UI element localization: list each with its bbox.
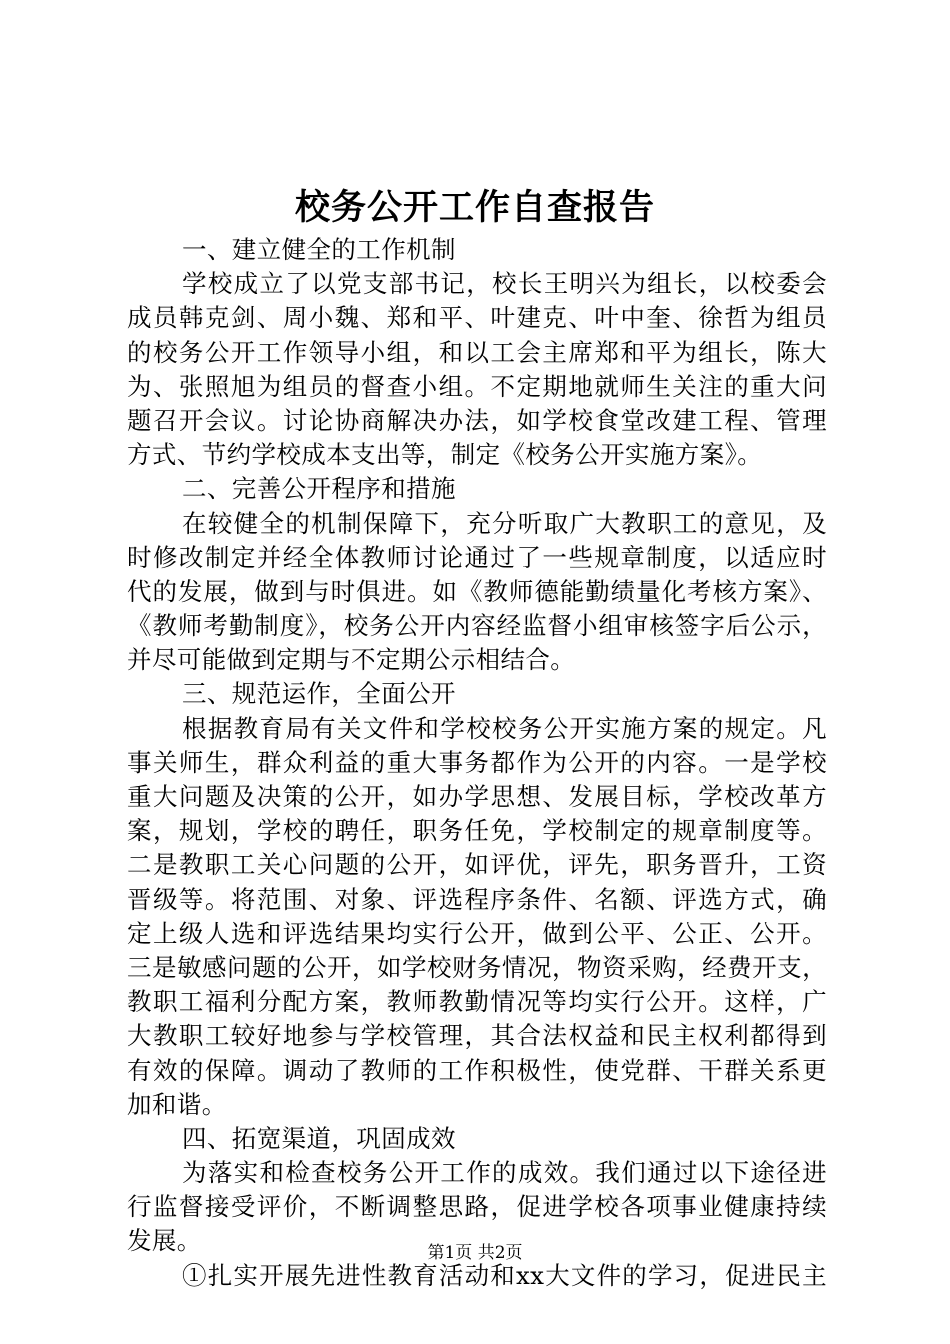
text-line: 方式、节约学校成本支出等，制定《校务公开实施方案》。 [127,440,763,470]
text-line: 事关师生，群众利益的重大事务都作为公开的内容。一是学校 [127,747,827,777]
text-line: 为落实和检查校务公开工作的成效。我们通过以下途径进 [182,1158,827,1188]
text-line: 在较健全的机制保障下，充分听取广大教职工的意见，及 [182,508,827,538]
text-line: 案，规划，学校的聘任，职务任免，学校制定的规章制度等。 [127,816,827,846]
text-line: 行监督接受评价，不断调整思路，促进学校各项事业健康持续 [127,1192,827,1222]
text-line: 二是教职工关心问题的公开，如评优，评先，职务晋升，工资 [127,850,827,880]
text-line: 三是敏感问题的公开，如学校财务情况，物资采购，经费开支， [127,952,827,982]
section-heading: 三、规范运作，全面公开 [182,679,456,709]
text-line: 并尽可能做到定期与不定期公示相结合。 [127,645,576,675]
text-line: 大教职工较好地参与学校管理，其合法权益和民主权利都得到 [127,1021,827,1051]
text-line: 根据教育局有关文件和学校校务公开实施方案的规定。凡 [182,713,827,743]
text-line: 的校务公开工作领导小组，和以工会主席郑和平为组长，陈大 [127,337,827,367]
text-line: 教职工福利分配方案，教师教勤情况等均实行公开。这样，广 [127,987,827,1017]
text-line: 成员韩克剑、周小魏、郑和平、叶建克、叶中奎、徐哲为组员 [127,303,827,333]
section-heading: 二、完善公开程序和措施 [182,474,456,504]
text-line: 加和谐。 [127,1089,227,1119]
text-line: 学校成立了以党支部书记，校长王明兴为组长，以校委会 [182,269,827,299]
text-line: 时修改制定并经全体教师讨论通过了一些规章制度，以适应时 [127,542,827,572]
text-line: 代的发展，做到与时俱进。如《教师德能勤绩量化考核方案》、 [127,576,827,606]
document-body [127,233,827,1293]
text-line: 有效的保障。调动了教师的工作积极性，使党群、干群关系更 [127,1055,827,1085]
section-heading: 一、建立健全的工作机制 [182,235,456,264]
text-line: 重大问题及决策的公开，如办学思想、发展目标，学校改革方 [127,782,827,811]
text-line: 题召开会议。讨论协商解决办法，如学校食堂改建工程、管理 [127,405,827,435]
page-number: 第1页 共2页 [427,1243,523,1263]
text-line: 晋级等。将范围、对象、评选程序条件、名额、评选方式，确 [127,884,827,914]
document-title: 校务公开工作自查报告 [294,187,655,228]
text-line: 为、张照旭为组员的督查小组。不定期地就师生关注的重大问 [127,371,827,401]
text-line: 定上级人选和评选结果均实行公开，做到公平、公正、公开。 [127,918,827,948]
text-line: ①扎实开展先进性教育活动和xx大文件的学习，促进民主 [182,1260,827,1290]
text-line: 《教师考勤制度》，校务公开内容经监督小组审核签字后公示， [127,611,827,641]
section-heading: 四、拓宽渠道，巩固成效 [182,1123,456,1153]
text-line: 发展。 [127,1226,202,1256]
